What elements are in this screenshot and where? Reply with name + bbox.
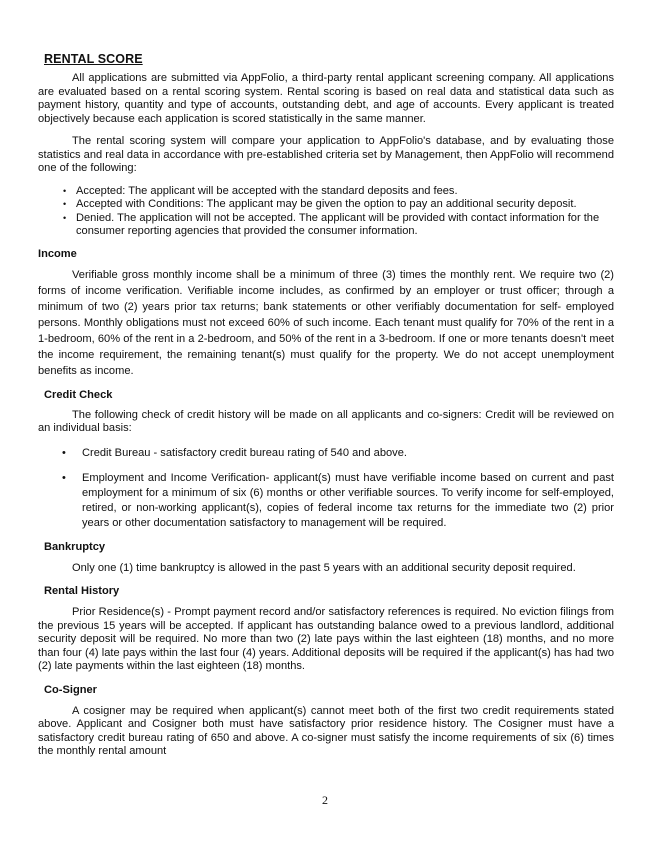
list-item: • Accepted: The applicant will be accepted with the standard deposits and fees. <box>63 184 458 197</box>
income-paragraph: Verifiable gross monthly income shall be a minimum of three (3) times the monthly rent. We require two (2) forms of income verification. Verifiable income includes, as confirmed by an employer or trust officer; through a minimum of two (2) years prior tax returns; bank statements or other verifiably documentation for self- employed persons. Monthly obligations must not exceed 60% of such income. Each tenant must qualify for 70% of the rent in a 1-bedroom, 60% of the rent in a 2-bedroom, and 50% of the rent in a 3-bedroom. If one or more tenants doesn't meet the income requirement, the remaining tenant(s) must qualify for the property. We do not accept unemployment benefits as income. <box>38 268 614 377</box>
bankruptcy-paragraph: Only one (1) time bankruptcy is allowed in the past 5 years with an additional security deposit required. <box>72 561 576 574</box>
list-item: • Denied. The application will not be accepted. The applicant will be provided with contact information for the consumer reporting agencies that provided the consumer information. <box>63 211 600 237</box>
outcome-list <box>38 185 614 239</box>
page-title: RENTAL SCORE <box>44 52 143 66</box>
list-item: • Credit Bureau - satisfactory credit bureau rating of 540 and above. <box>62 446 407 459</box>
bullet-icon: • <box>62 471 66 484</box>
credit-check-list <box>38 446 614 531</box>
list-item: • Employment and Income Verification- applicant(s) must have verifiable income based on current and past employment for a minimum of six (6) months or other verifiable sources. To verify income for self-employed, retired, or non-working applicant(s), copies of federal income tax returns for the immediate two (2) prior years or other documentation satisfactory to management will be required. <box>62 471 614 529</box>
bullet-icon: • <box>63 199 67 209</box>
page-content <box>38 52 614 759</box>
list-item: • Accepted with Conditions: The applicant may be given the option to pay an additional security deposit. <box>63 198 577 210</box>
page-number: 2 <box>322 793 328 807</box>
bullet-icon: • <box>63 212 67 223</box>
rental-history-heading: Rental History <box>44 585 120 597</box>
credit-check-heading: Credit Check <box>44 388 113 401</box>
rental-history-paragraph: Prior Residence(s) - Prompt payment record and/or satisfactory references is required. No eviction filings from the previous 15 years will be accepted. If applicant has outstanding balance owed to a previous landlord, additional security deposit will be required. No more than two (2) late pays within the last eighteen (18) months, and no more than four (4) late pays within the last four (4) years. Additional deposits will be required if the applicant(s) has had two (2) late payments within the last eighteen (18) months. <box>38 606 614 672</box>
intro-paragraph-2: The rental scoring system will compare your application to AppFolio's database, and by evaluating those statistics and real data in accordance with pre-established criteria set by Management, then AppFolio will recommend one of the following: <box>38 135 614 174</box>
bullet-icon: • <box>63 185 67 196</box>
intro-paragraph-1: All applications are submitted via AppFolio, a third-party rental applicant screening company. All applications are evaluated based on a rental scoring system. Rental scoring is based on real data and statistical data such as payment history, quantity and type of accounts, outstanding debt, and age of accounts. Every applicant is treated objectively because each application is scored statistically in the same manner. <box>38 72 614 125</box>
bankruptcy-heading: Bankruptcy <box>44 540 106 553</box>
co-signer-paragraph: A cosigner may be required when applicant(s) cannot meet both of the first two credit requirements stated above. Applicant and Cosigner both must have satisfactory prior residence history. The Cosigner must have a satisfactory credit bureau rating of 650 and above. A co-signer must satisfy the income requirements of six (6) times the monthly rental amount <box>38 704 614 757</box>
bullet-icon: • <box>62 446 66 459</box>
income-heading: Income <box>38 247 77 260</box>
co-signer-heading: Co-Signer <box>44 683 98 696</box>
credit-check-paragraph: The following check of credit history will be made on all applicants and co-signers: Credit will be reviewed on an individual basis: <box>38 408 614 434</box>
